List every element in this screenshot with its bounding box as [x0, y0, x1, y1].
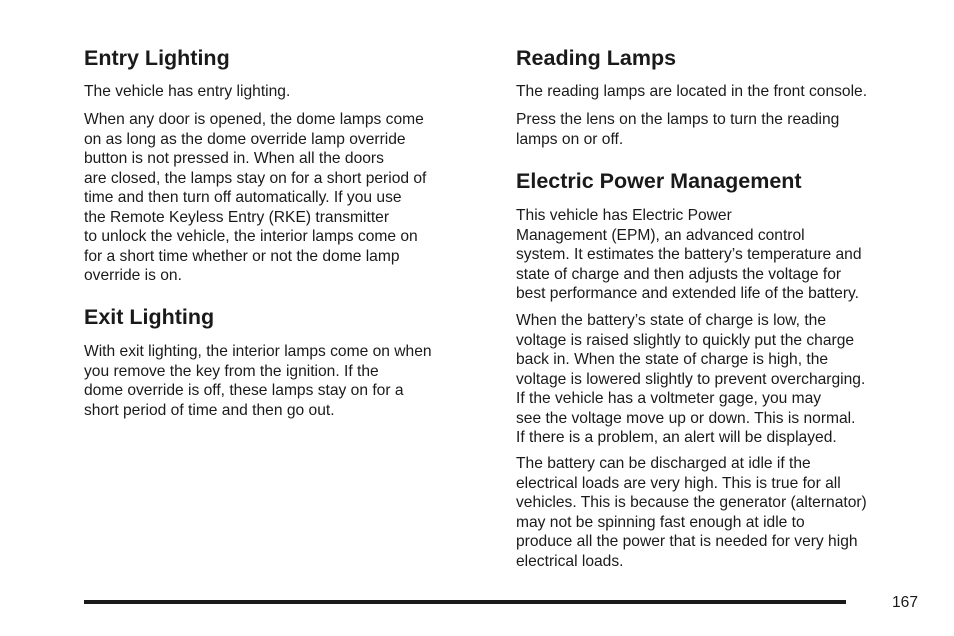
text-line: produce all the power that is needed for very high — [516, 533, 858, 550]
exit-lighting-heading: Exit Lighting — [84, 305, 215, 329]
text-line: are closed, the lamps stay on for a short period of — [84, 169, 427, 187]
text-line: vehicles. This is because the generator (alternator) — [516, 494, 867, 511]
page-number: 167 — [891, 594, 918, 611]
text-line: state of charge and then adjusts the voltage for — [516, 265, 842, 283]
epm-body-2 — [516, 311, 865, 448]
text-line: voltage is lowered slightly to prevent overcharging. — [516, 370, 866, 388]
reading-lamps-intro — [516, 82, 867, 102]
text-line: the Remote Keyless Entry (RKE) transmitter — [84, 208, 390, 226]
text-line: short period of time and then go out. — [84, 401, 335, 419]
text-line: override is on. — [84, 267, 182, 284]
entry-lighting-body — [84, 110, 426, 286]
text-line: dome override is off, these lamps stay on for a — [84, 382, 404, 399]
text-line: back in. When the state of charge is high, the — [516, 351, 829, 368]
text-line: electrical loads are very high. This is true for all — [516, 474, 841, 492]
text-line: see the voltage move up or down. This is normal. — [516, 409, 856, 427]
text-line: voltage is raised slightly to quickly put the charge — [516, 331, 855, 349]
epm-heading: Electric Power Management — [516, 169, 802, 193]
entry-lighting-heading: Entry Lighting — [84, 46, 230, 70]
entry-lighting-intro — [84, 82, 290, 102]
text-line: to unlock the vehicle, the interior lamps come on — [84, 228, 418, 245]
text-line: With exit lighting, the interior lamps come on when — [84, 343, 432, 360]
text-line: This vehicle has Electric Power — [516, 207, 732, 224]
text-line: The reading lamps are located in the front console. — [516, 83, 868, 100]
epm-body-3 — [516, 454, 867, 571]
text-line: lamps on or off. — [516, 130, 624, 148]
text-line: system. It estimates the battery’s temperature and — [516, 246, 862, 263]
text-line: Press the lens on the lamps to turn the reading — [516, 111, 840, 128]
text-line: for a short time whether or not the dome lamp — [84, 247, 400, 265]
exit-lighting-body — [84, 342, 432, 420]
text-line: The vehicle has entry lighting. — [84, 83, 291, 100]
text-line: The battery can be discharged at idle if the — [516, 455, 811, 472]
text-line: you remove the key from the ignition. If the — [84, 362, 379, 380]
text-line: If there is a problem, an alert will be displayed. — [516, 429, 837, 446]
text-line: Management (EPM), an advanced control — [516, 226, 805, 244]
text-line: best performance and extended life of the battery. — [516, 285, 859, 302]
text-line: electrical loads. — [516, 552, 624, 570]
text-line: may not be spinning fast enough at idle to — [516, 513, 805, 531]
epm-body-1 — [516, 206, 862, 304]
reading-lamps-body — [516, 110, 839, 149]
text-line: When the battery’s state of charge is low, the — [516, 312, 827, 329]
reading-lamps-heading: Reading Lamps — [516, 46, 677, 70]
text-line: on as long as the dome override lamp override — [84, 130, 406, 148]
footer-rule — [84, 600, 846, 604]
text-line: time and then turn off automatically. If you use — [84, 189, 402, 206]
text-line: If the vehicle has a voltmeter gage, you may — [516, 390, 822, 407]
text-line: When any door is opened, the dome lamps come — [84, 111, 424, 128]
text-line: button is not pressed in. When all the doors — [84, 150, 384, 167]
